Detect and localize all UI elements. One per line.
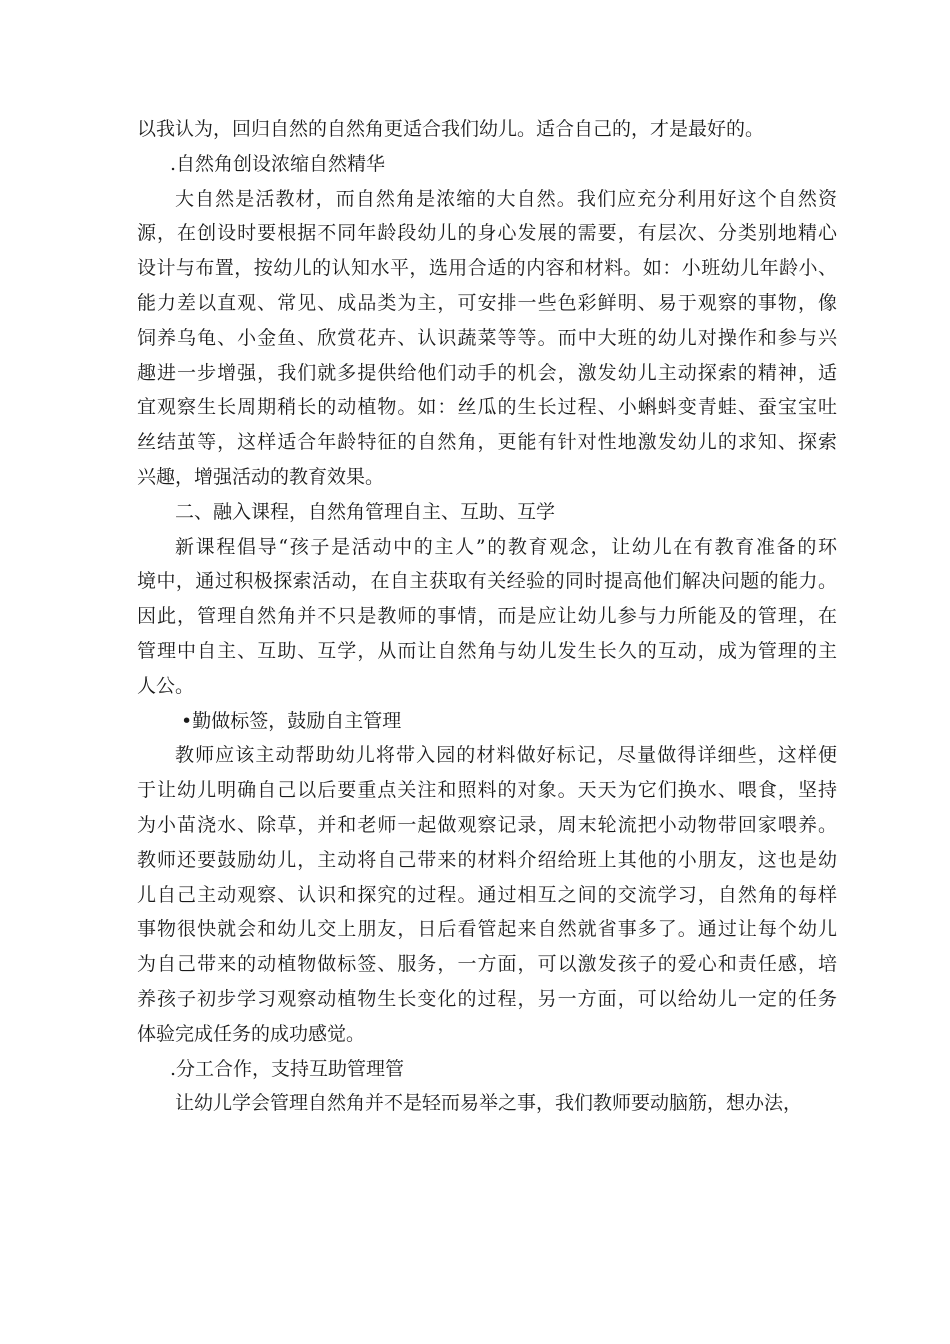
paragraph-line: 教师还要鼓励幼儿，主动将自己带来的材料介绍给班上其他的小朋友，这也是幼 — [137, 848, 837, 871]
paragraph-line: 趣进一步增强，我们就多提供给他们动手的机会，激发幼儿主动探索的精神，适 — [137, 361, 837, 384]
paragraph-line: 让幼儿学会管理自然角并不是轻而易举之事，我们教师要动脑筋，想办法， — [175, 1092, 803, 1115]
paragraph-line: 设计与布置，按幼儿的认知水平，选用合适的内容和材料。如：小班幼儿年龄小、 — [137, 257, 837, 280]
section-heading: 二、融入课程，自然角管理自主、互助、互学 — [175, 500, 556, 523]
paragraph-line: 养孩子初步学习观察动植物生长变化的过程，另一方面，可以给幼儿一定的任务 — [137, 987, 837, 1010]
paragraph-line: 丝结茧等，这样适合年龄特征的自然角，更能有针对性地激发幼儿的求知、探索 — [137, 431, 837, 454]
paragraph-line: 宜观察生长周期稍长的动植物。如：丝瓜的生长过程、小蝌蚪变青蛙、蚕宝宝吐 — [137, 396, 837, 419]
document-page — [137, 112, 837, 1121]
section-heading: .分工合作，支持互助管理管 — [170, 1057, 405, 1080]
paragraph-line: 为自己带来的动植物做标签、服务，一方面，可以激发孩子的爱心和责任感，培 — [137, 953, 837, 976]
paragraph-line: 兴趣，增强活动的教育效果。 — [137, 465, 385, 488]
paragraph-line: 人公。 — [137, 674, 195, 697]
section-heading: .自然角创设浓缩自然精华 — [170, 152, 386, 175]
paragraph-line: 能力差以直观、常见、成品类为主，可安排一些色彩鲜明、易于观察的事物，像 — [137, 291, 837, 314]
paragraph-line: 境中，通过积极探索活动，在自主获取有关经验的同时提高他们解决问题的能力。 — [137, 570, 837, 593]
paragraph-line: 事物很快就会和幼儿交上朋友，日后看管起来自然就省事多了。通过让每个幼儿 — [137, 918, 837, 941]
paragraph-line: 儿自己主动观察、认识和探究的过程。通过相互之间的交流学习，自然角的每样 — [137, 883, 837, 906]
paragraph-line: 大自然是活教材，而自然角是浓缩的大自然。我们应充分利用好这个自然资 — [175, 187, 837, 210]
paragraph-line: 教师应该主动帮助幼儿将带入园的材料做好标记，尽量做得详细些，这样便 — [175, 744, 837, 767]
paragraph-line: 新课程倡导“孩子是活动中的主人”的教育观念，让幼儿在有教育准备的环 — [175, 535, 837, 558]
paragraph-line: 饲养乌龟、小金鱼、欣赏花卉、认识蔬菜等等。而中大班的幼儿对操作和参与兴 — [137, 326, 837, 349]
section-heading: •勤做标签，鼓励自主管理 — [181, 709, 402, 732]
paragraph-line: 管理中自主、互助、互学，从而让自然角与幼儿发生长久的互动，成为管理的主 — [137, 639, 837, 662]
paragraph-line: 源，在创设时要根据不同年龄段幼儿的身心发展的需要，有层次、分类别地精心 — [137, 222, 837, 245]
paragraph-line: 为小苗浇水、除草，并和老师一起做观察记录，周末轮流把小动物带回家喂养。 — [137, 813, 837, 836]
paragraph-line: 以我认为，回归自然的自然角更适合我们幼儿。适合自己的，才是最好的。 — [137, 118, 765, 140]
paragraph-line: 于让幼儿明确自己以后要重点关注和照料的对象。天天为它们换水、喂食，坚持 — [137, 779, 837, 802]
paragraph-line: 体验完成任务的成功感觉。 — [137, 1022, 366, 1045]
paragraph-line: 因此，管理自然角并不只是教师的事情，而是应让幼儿参与力所能及的管理，在 — [137, 605, 837, 628]
